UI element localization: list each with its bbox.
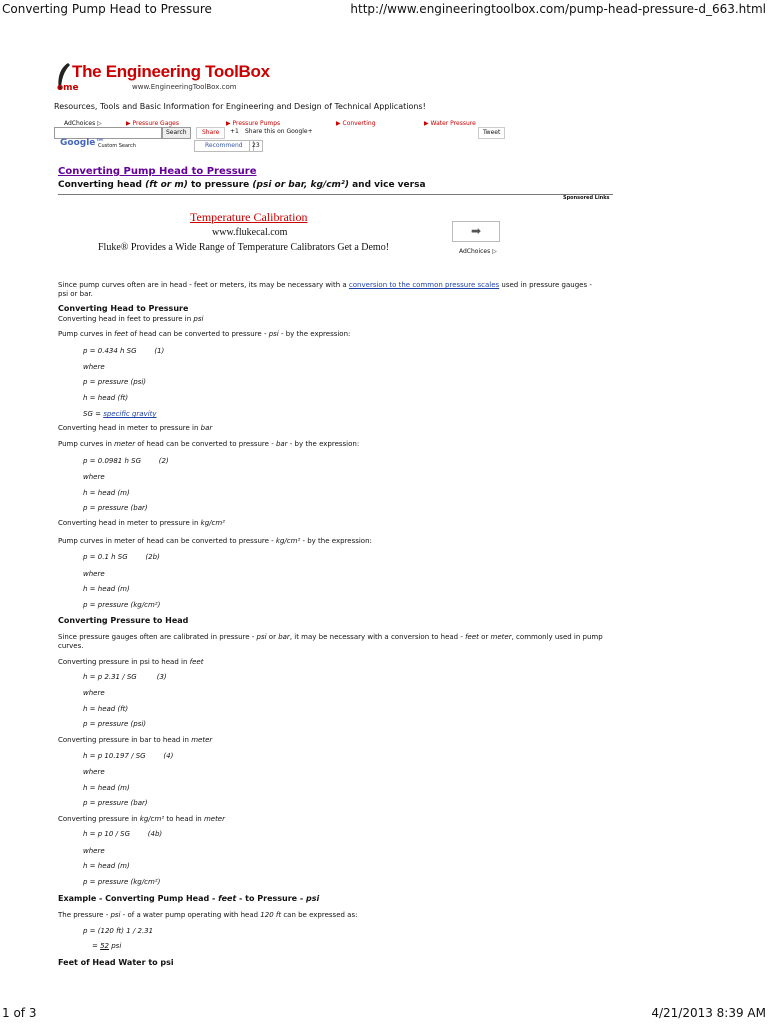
definition: h = head (m) [83,489,130,497]
definition: SG = specific gravity [83,410,157,418]
paragraph: Pump curves in meter of head can be converted to pressure - bar - by the expression: [58,440,360,448]
adlink-pressure-gages[interactable]: ▶ Pressure Gages [126,120,180,127]
share-button[interactable]: Share [196,127,225,139]
definition: p = pressure (bar) [83,799,148,807]
definition: p = pressure (bar) [83,504,148,512]
custom-search-label: Custom Search [98,143,136,149]
paragraph: Since pressure gauges often are calibrated in pressure - psi or bar, it may be necessary with a conversion to head - feet or meter, commonly used in pump curves. [58,633,603,650]
definition: h = head (ft) [83,394,129,402]
definition: h = head (m) [83,784,130,792]
where-label: where [83,689,105,697]
site-tagline: Resources, Tools and Basic Information for Engineering and Design of Technical Applications! [54,102,426,111]
definition: h = head (m) [83,585,130,593]
ad-description: Fluke® Provides a Wide Range of Temperature Calibrators Get a Demo! [98,242,390,253]
example-heading: Example - Converting Pump Head - feet - to Pressure - psi [58,894,320,903]
adlink-water-pressure[interactable]: ▶ Water Pressure [424,120,476,127]
print-datetime: 4/21/2013 8:39 AM [651,1006,766,1020]
adchoices-label[interactable]: AdChoices ▷ [459,248,497,255]
definition: p = pressure (psi) [83,720,147,728]
definition: h = head (ft) [83,705,129,713]
equation: h = p 10.197 / SG (4) [83,752,174,760]
where-label: where [83,473,105,481]
equation: h = p 2.31 / SG (3) [83,673,167,681]
subheading: Converting pressure in kg/cm² to head in meter [58,815,225,823]
subheading: Converting pressure in psi to head in feet [58,658,204,666]
adchoices-link[interactable]: AdChoices ▷ [64,120,102,127]
site-name: The Engineering ToolBox [72,62,270,81]
recommend-count: 23 [249,140,263,152]
conversion-link[interactable]: conversion to the common pressure scales [348,281,500,289]
definition: p = pressure (kg/cm²) [83,878,161,886]
section-heading: Feet of Head Water to psi [58,958,174,967]
paragraph: Pump curves in feet of head can be converted to pressure - psi - by the expression: [58,330,351,338]
google-share-text: Share this on Google+ [245,128,313,135]
subheading: Converting head in meter to pressure in bar [58,424,213,432]
adlink-pressure-pumps[interactable]: ▶ Pressure Pumps [226,120,281,127]
equation: p = 0.0981 h SG (2) [83,457,169,465]
recommend-button[interactable]: Recommend [194,140,254,152]
section-heading: Converting Pressure to Head [58,616,189,625]
definition: p = pressure (kg/cm²) [83,601,161,609]
google-logo: Google™ [60,138,105,148]
equation: h = p 10 / SG (4b) [83,830,163,838]
ad-url[interactable]: www.flukecal.com [212,227,288,238]
subheading: Converting head in feet to pressure in psi [58,315,204,323]
tweet-button[interactable]: Tweet [478,127,505,139]
site-url: www.EngineeringToolBox.com [132,83,237,91]
where-label: where [83,363,105,371]
page-count: 1 of 3 [2,1006,37,1020]
sponsored-label: Sponsored Links [563,195,610,201]
example-heading-text: Example - Converting Pump Head - [58,894,219,903]
equation-result: = 52 psi [92,942,122,950]
browser-page-title: Converting Pump Head to Pressure [2,2,212,16]
definition: h = head (m) [83,862,130,870]
home-link[interactable]: ome [57,83,79,93]
subheading: Converting head in meter to pressure in kg/cm² [58,519,225,527]
where-label: where [83,768,105,776]
print-header [0,0,768,18]
equation: p = 0.434 h SG (1) [83,347,165,355]
ad-headline[interactable]: Temperature Calibration [190,210,308,224]
site-logo[interactable] [54,62,274,96]
browser-url[interactable]: http://www.engineeringtoolbox.com/pump-head-pressure-d_663.html [350,2,766,16]
paragraph: The pressure - psi - of a water pump operating with head 120 ft can be expressed as: [58,911,358,919]
plus-one-button[interactable]: +1 [230,128,239,135]
subheading: Converting pressure in bar to head in meter [58,736,213,744]
print-footer [0,1004,768,1024]
where-label: where [83,570,105,578]
page-subtitle: Converting head (ft or m) to pressure (psi or bar, kg/cm²) and vice versa [58,180,426,190]
search-button[interactable]: Search [162,127,191,139]
where-label: where [83,847,105,855]
section-heading: Converting Head to Pressure [58,304,189,313]
divider [58,194,613,195]
intro-paragraph: Since pump curves often are in head - feet or meters, its may be necessary with a conversion to the common pressure scales used in pressure gauges - psi or bar. [58,281,592,298]
definition: p = pressure (psi) [83,378,147,386]
adlink-converting[interactable]: ▶ Converting [336,120,376,127]
arrow-right-icon[interactable]: ➡ [452,221,500,242]
page-title[interactable]: Converting Pump Head to Pressure [58,166,257,177]
paragraph: Pump curves in meter of head can be converted to pressure - kg/cm² - by the expression: [58,537,372,545]
specific-gravity-link[interactable]: specific gravity [103,410,157,418]
equation: p = (120 ft) 1 / 2.31 [83,927,154,935]
equation: p = 0.1 h SG (2b) [83,553,160,561]
